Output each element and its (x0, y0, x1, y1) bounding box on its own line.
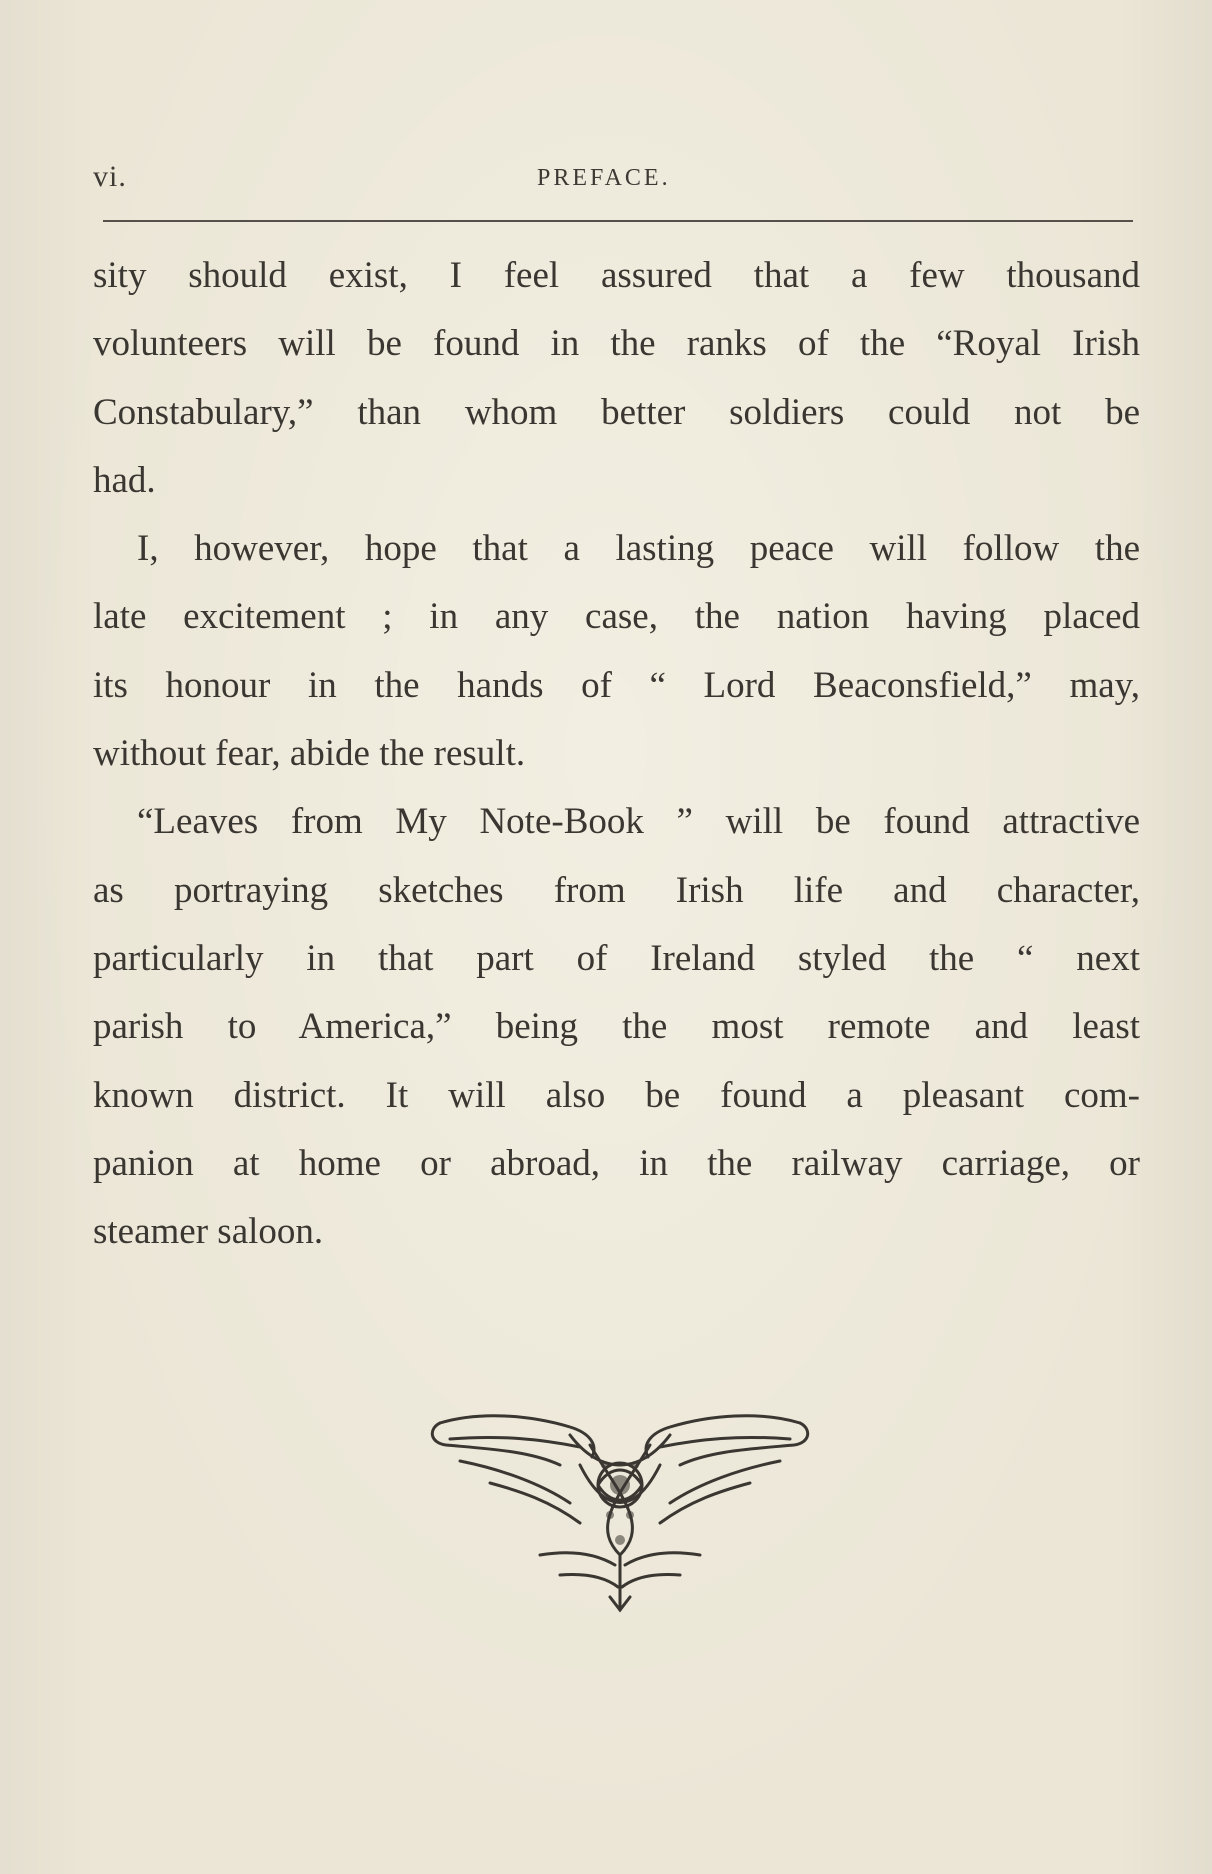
header-rule (103, 220, 1133, 222)
text-line: steamer saloon. (93, 1211, 324, 1253)
text-line: I, however, hope that a lasting peace will follow the (137, 528, 1140, 570)
text-line: sity should exist, I feel assured that a few thousand (93, 255, 1140, 296)
preface-text (93, 242, 1140, 1266)
text-line: panion at home or abroad, in the railway carriage, or (93, 1142, 1140, 1184)
paragraph-3 (93, 788, 1140, 1266)
text-line: its honour in the hands of “ Lord Beaconsfield,” may, (93, 664, 1140, 706)
text-line: as portraying sketches from Irish life and character, (93, 869, 1140, 911)
page-number: vi. (93, 160, 127, 193)
running-head (93, 160, 1133, 200)
text-line: without fear, abide the result. (93, 733, 526, 775)
paragraph-1 (93, 242, 1140, 515)
text-line: had. (93, 459, 156, 501)
text-line: parish to America,” being the most remote and least (93, 1006, 1140, 1048)
text-line: known district. It will also be found a pleasant com- (93, 1074, 1140, 1116)
paragraph-2 (93, 515, 1140, 788)
text-line: particularly in that part of Ireland styled the “ next (93, 937, 1140, 979)
running-title: PREFACE. (537, 165, 671, 191)
text-line: Constabulary,” than whom better soldiers could not be (93, 391, 1140, 433)
text-line: late excitement ; in any case, the nation having placed (93, 596, 1140, 638)
text-line: “Leaves from My Note-Book ” will be found attractive (137, 801, 1140, 843)
text-line: volunteers will be found in the ranks of the “Royal Irish (93, 323, 1140, 365)
celtic-knot-ornament-icon (420, 1405, 820, 1615)
